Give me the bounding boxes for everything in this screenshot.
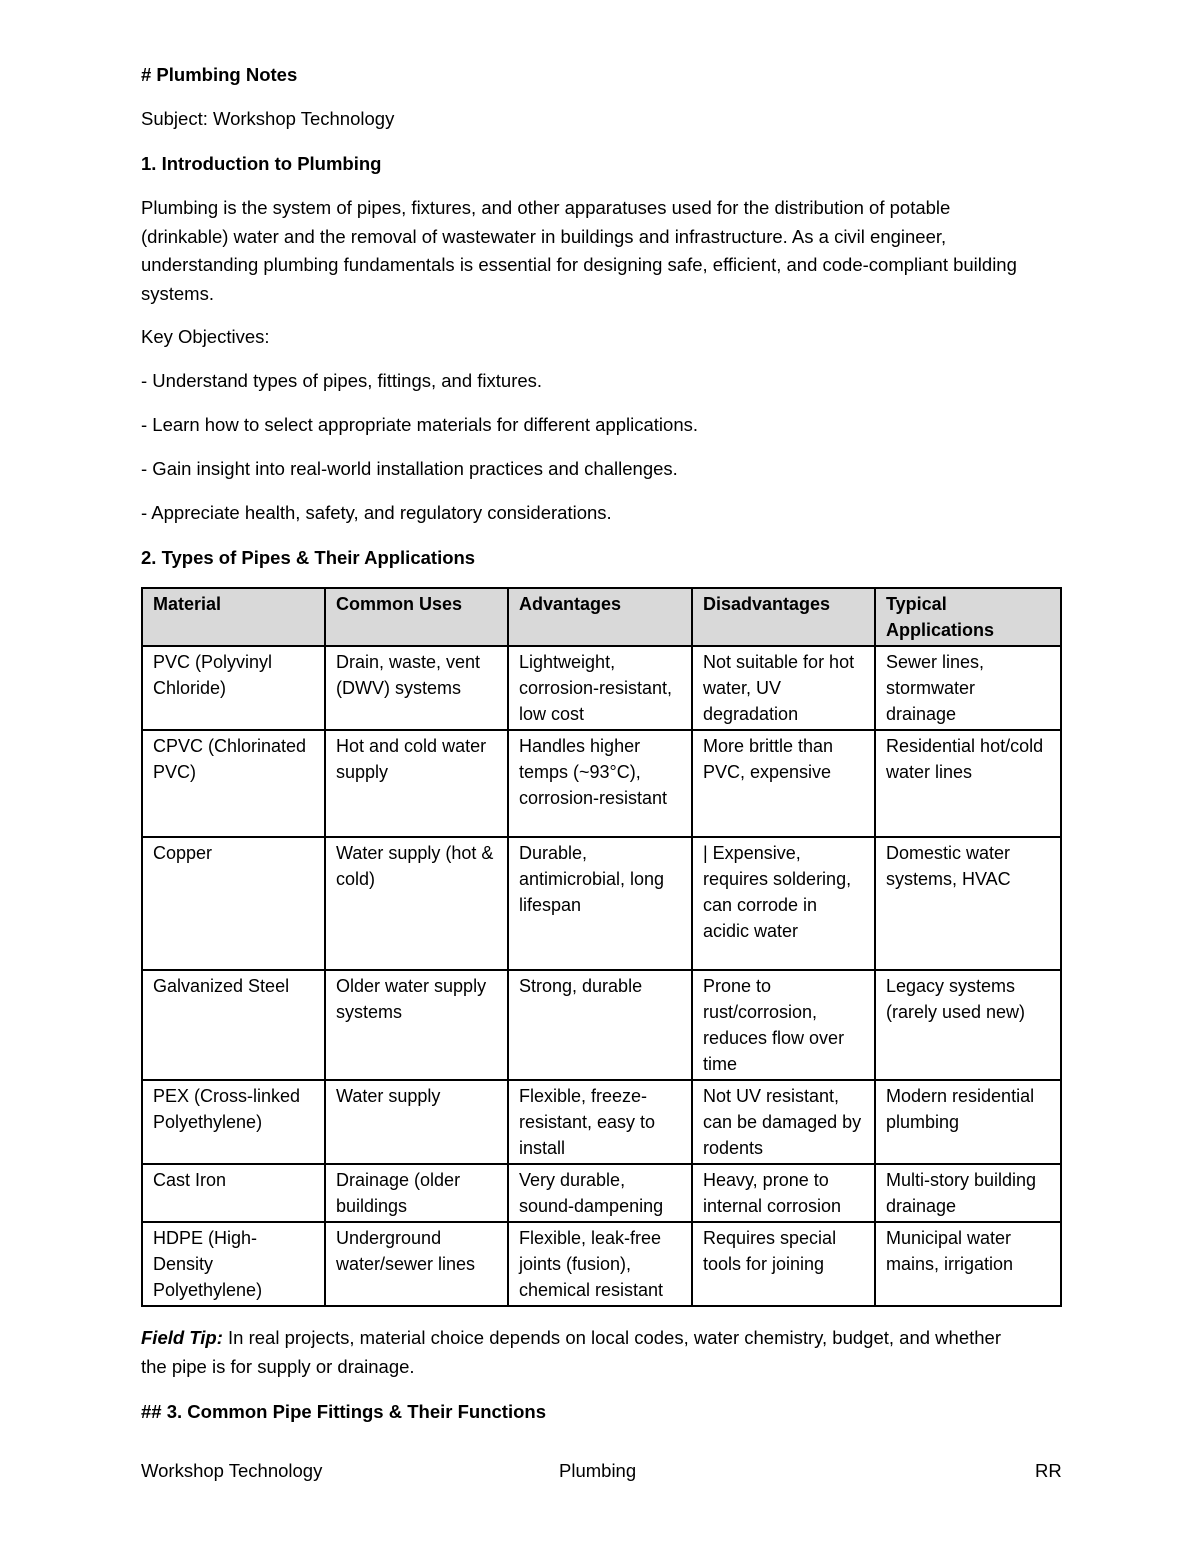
- objective-item: - Appreciate health, safety, and regulatory considerations.: [141, 502, 612, 523]
- section-3-title: ## 3. Common Pipe Fittings & Their Functions: [141, 1401, 546, 1422]
- document-heading: # Plumbing Notes: [141, 64, 298, 85]
- table-cell: Heavy, prone to internal corrosion: [692, 1164, 875, 1222]
- table-cell: Municipal water mains, irrigation: [875, 1222, 1061, 1306]
- table-cell: Not UV resistant, can be damaged by rodents: [692, 1080, 875, 1164]
- objective-item: - Gain insight into real-world installation practices and challenges.: [141, 458, 678, 479]
- table-cell: Legacy systems (rarely used new): [875, 970, 1061, 1080]
- table-cell: Flexible, leak-free joints (fusion), chemical resistant: [508, 1222, 692, 1306]
- table-row: [142, 646, 1061, 730]
- table-cell: Copper: [142, 837, 325, 970]
- table-cell: Flexible, freeze-resistant, easy to install: [508, 1080, 692, 1164]
- column-header: Advantages: [508, 588, 692, 646]
- objectives-label: Key Objectives:: [141, 326, 270, 347]
- table-cell: PVC (Polyvinyl Chloride): [142, 646, 325, 730]
- table-row: [142, 730, 1061, 837]
- table-cell: Requires special tools for joining: [692, 1222, 875, 1306]
- table-cell: HDPE (High-Density Polyethylene): [142, 1222, 325, 1306]
- table-cell: Older water supply systems: [325, 970, 508, 1080]
- subject-line: Subject: Workshop Technology: [141, 108, 395, 129]
- section-1-title: 1. Introduction to Plumbing: [141, 153, 382, 174]
- table-cell: Very durable, sound-dampening: [508, 1164, 692, 1222]
- intro-paragraph: Plumbing is the system of pipes, fixtures, and other apparatuses used for the distribution of potable (drinkable) water and the removal of wastewater in buildings and infrastructure. As a civil engineer, understanding plumbing fundamentals is essential for designing safe, efficient, and code-compliant building systems.: [141, 197, 1017, 304]
- table-cell: Not suitable for hot water, UV degradation: [692, 646, 875, 730]
- column-header: Typical Applications: [875, 588, 1061, 646]
- table-cell: More brittle than PVC, expensive: [692, 730, 875, 837]
- field-tip-label: Field Tip:: [141, 1327, 223, 1348]
- table-cell: | Expensive, requires soldering, can corrode in acidic water: [692, 837, 875, 970]
- table-cell: Sewer lines, stormwater drainage: [875, 646, 1061, 730]
- field-tip: [141, 1324, 1001, 1381]
- table-cell: Water supply: [325, 1080, 508, 1164]
- table-row: [142, 970, 1061, 1080]
- table-cell: Domestic water systems, HVAC: [875, 837, 1061, 970]
- table-row: [142, 1222, 1061, 1306]
- section-2-title: 2. Types of Pipes & Their Applications: [141, 547, 476, 568]
- table-cell: Galvanized Steel: [142, 970, 325, 1080]
- table-cell: Drain, waste, vent (DWV) systems: [325, 646, 508, 730]
- column-header: Common Uses: [325, 588, 508, 646]
- table-header-row: [142, 588, 1061, 646]
- table-cell: Hot and cold water supply: [325, 730, 508, 837]
- table-cell: Prone to rust/corrosion, reduces flow over time: [692, 970, 875, 1080]
- table-cell: PEX (Cross-linked Polyethylene): [142, 1080, 325, 1164]
- footer-center: Plumbing: [559, 1460, 637, 1481]
- table-cell: Residential hot/cold water lines: [875, 730, 1061, 837]
- column-header: Disadvantages: [692, 588, 875, 646]
- table-cell: Strong, durable: [508, 970, 692, 1080]
- objective-item: - Learn how to select appropriate materials for different applications.: [141, 414, 699, 435]
- table-cell: Underground water/sewer lines: [325, 1222, 508, 1306]
- pipe-types-table: [141, 587, 1062, 1307]
- table-cell: Durable, antimicrobial, long lifespan: [508, 837, 692, 970]
- objective-item: - Understand types of pipes, fittings, and fixtures.: [141, 370, 543, 391]
- field-tip-text: In real projects, material choice depends on local codes, water chemistry, budget, and whether the pipe is for supply or drainage.: [141, 1327, 1001, 1377]
- footer-left: Workshop Technology: [141, 1460, 323, 1481]
- table-cell: Lightweight, corrosion-resistant, low cost: [508, 646, 692, 730]
- table-cell: Multi-story building drainage: [875, 1164, 1061, 1222]
- table-cell: Modern residential plumbing: [875, 1080, 1061, 1164]
- table-cell: Water supply (hot & cold): [325, 837, 508, 970]
- footer-right: RR: [1035, 1460, 1062, 1481]
- table-cell: Handles higher temps (~93°C), corrosion-resistant: [508, 730, 692, 837]
- column-header: Material: [142, 588, 325, 646]
- table-cell: CPVC (Chlorinated PVC): [142, 730, 325, 837]
- table-row: [142, 837, 1061, 970]
- table-row: [142, 1164, 1061, 1222]
- table-cell: Cast Iron: [142, 1164, 325, 1222]
- table-cell: Drainage (older buildings: [325, 1164, 508, 1222]
- table-row: [142, 1080, 1061, 1164]
